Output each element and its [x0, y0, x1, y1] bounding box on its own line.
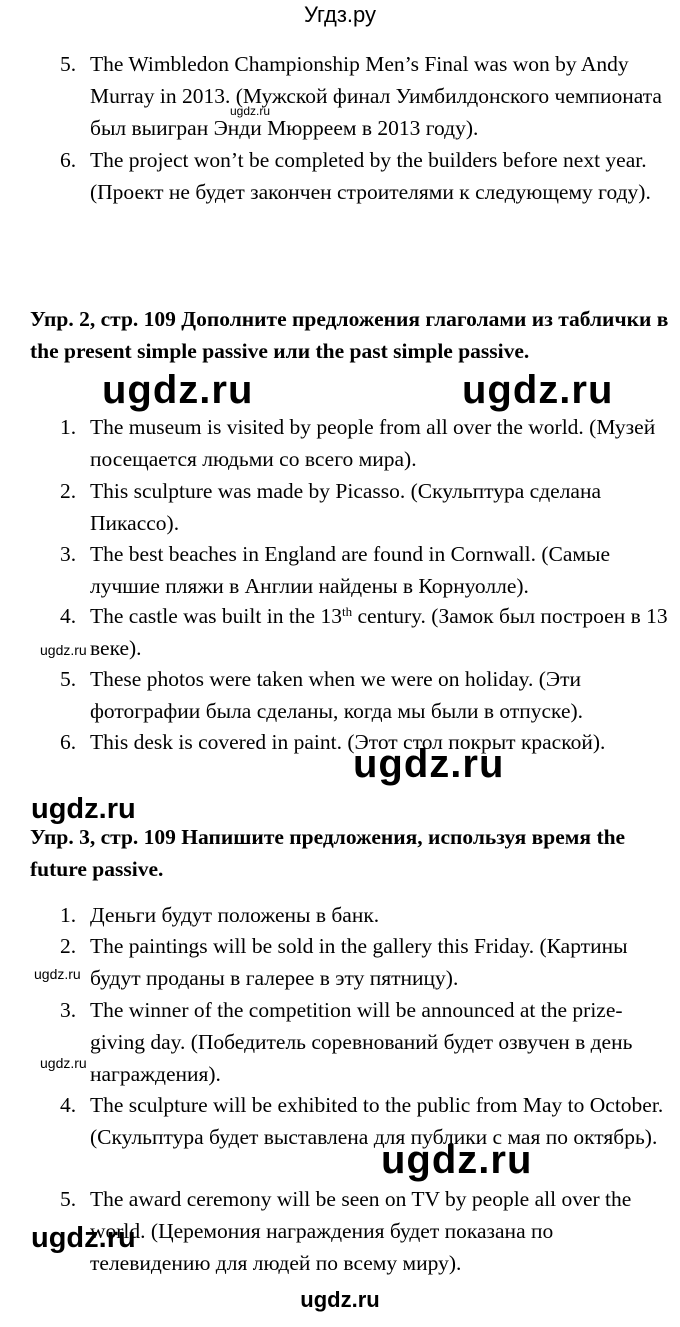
ordinal-suffix: th	[341, 604, 353, 619]
item-text: The best beaches in England are found in Cornwall. (Самые лучшие пляжи в Англии найдены в Корнуолле).	[90, 542, 610, 598]
item-number: 4.	[60, 1093, 77, 1117]
watermark: ugdz.ru	[102, 368, 254, 412]
item-text: This desk is covered in paint. (Этот стол покрыт краской).	[90, 730, 606, 754]
item-text-part: century. (Замок был построен в 13 веке).	[90, 604, 668, 660]
item-number: 3.	[60, 542, 77, 566]
watermark: ugdz.ru	[31, 793, 136, 825]
item-number: 5.	[60, 667, 77, 691]
item-text: Деньги будут положены в банк.	[90, 903, 380, 927]
item-text: The award ceremony will be seen on TV by people all over the world. (Церемония награждения будет показана по телевидению для людей по всему миру).	[90, 1187, 632, 1275]
list-item	[60, 663, 670, 727]
list-item	[60, 994, 670, 1090]
watermark: ugdz.ru	[353, 742, 505, 786]
item-text: The sculpture will be exhibited to the public from May to October. (Скульптура будет выставлена для публики с мая по октябрь).	[90, 1093, 664, 1149]
item-number: 4.	[60, 604, 77, 628]
item-text: The Wimbledon Championship Men’s Final was won by Andy Murray in 2013. (Мужской финал Уимбилдонского чемпионата был выигран Энди Мюрреем в 2013 году).	[90, 52, 662, 140]
site-header: Угдз.ру	[303, 2, 377, 27]
item-text: These photos were taken when we were on holiday. (Эти фотографии была сделаны, когда мы были в отпуске).	[90, 667, 584, 723]
watermark: ugdz.ru	[381, 1138, 533, 1182]
item-number: 2.	[60, 934, 77, 958]
list-item	[60, 475, 670, 539]
item-text: The paintings will be sold in the gallery this Friday. (Картины будут проданы в галерее в эту пятницу).	[90, 934, 628, 990]
site-footer: ugdz.ru	[300, 1287, 380, 1312]
list-item	[60, 930, 670, 994]
item-text: This sculpture was made by Picasso. (Скульптура сделана Пикассо).	[90, 479, 602, 535]
item-text: The museum is visited by people from all over the world. (Музей посещается людьми со всего мира).	[90, 415, 656, 471]
list-item	[60, 1183, 670, 1279]
item-number: 1.	[60, 415, 77, 439]
item-number: 1.	[60, 903, 77, 927]
item-text-part: The castle was built in the 13	[90, 604, 342, 628]
list-item	[60, 899, 670, 931]
list-item	[60, 411, 670, 475]
watermark: ugdz.ru	[40, 1055, 87, 1071]
item-number: 3.	[60, 998, 77, 1022]
watermark: ugdz.ru	[34, 966, 81, 982]
watermark: ugdz.ru	[40, 642, 87, 658]
watermark: ugdz.ru	[462, 368, 614, 412]
watermark: ugdz.ru	[230, 104, 271, 118]
list-item	[60, 1089, 670, 1153]
item-number: 2.	[60, 479, 77, 503]
item-text	[90, 600, 670, 664]
item-text: The project won’t be completed by the builders before next year. (Проект не будет закончен строителями к следующему году).	[90, 148, 651, 204]
list-item	[60, 144, 670, 208]
item-text: The winner of the competition will be announced at the prize-giving day. (Победитель соревнований будет озвучен в день награждения).	[90, 998, 633, 1086]
watermark: ugdz.ru	[31, 1222, 136, 1254]
exercise-3-heading: Упр. 3, стр. 109 Напишите предложения, используя время the future passive.	[30, 825, 626, 881]
item-number: 5.	[60, 1187, 77, 1211]
list-item	[60, 538, 670, 602]
item-number: 6.	[60, 148, 77, 172]
list-item	[60, 600, 670, 664]
exercise-2-heading: Упр. 2, стр. 109 Дополните предложения глаголами из таблички в the present simple passive или the past simple passive.	[30, 307, 669, 363]
item-number: 6.	[60, 730, 77, 754]
item-number: 5.	[60, 52, 77, 76]
list-item	[60, 48, 670, 144]
